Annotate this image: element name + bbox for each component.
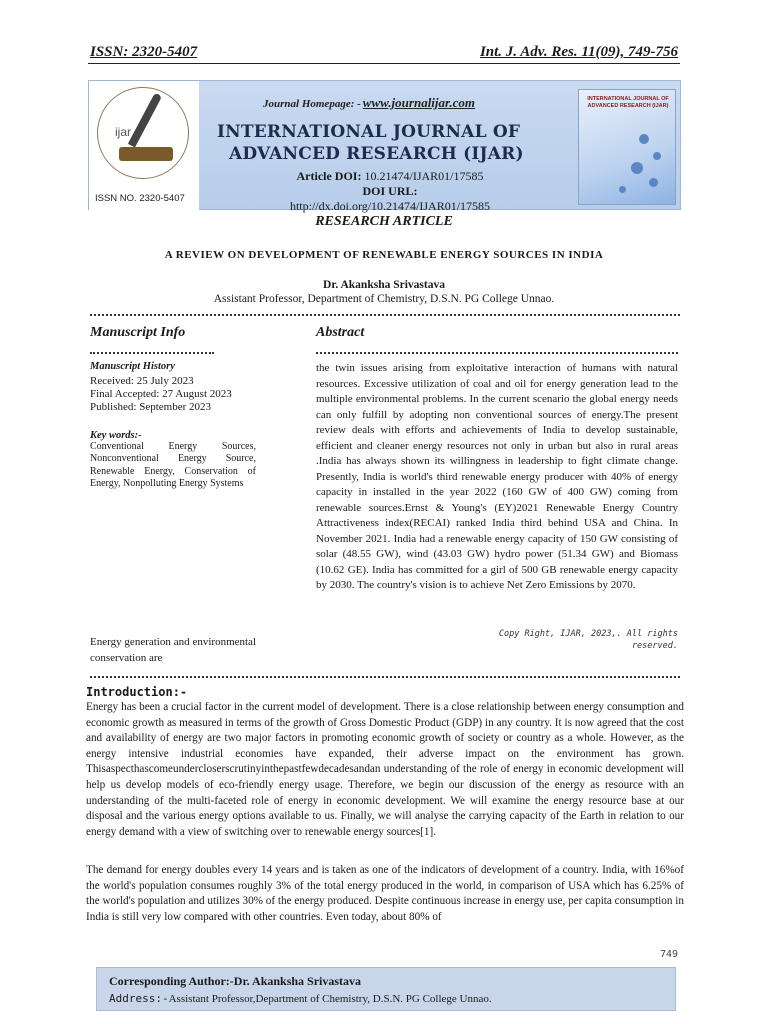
keywords-title: Key words:- xyxy=(90,430,142,441)
manuscript-history-title: Manuscript History xyxy=(90,361,175,372)
molecule-icon xyxy=(619,186,626,193)
molecule-icon xyxy=(649,178,658,187)
author-name: Dr. Akanksha Srivastava xyxy=(323,279,445,291)
running-header xyxy=(88,44,680,64)
divider xyxy=(90,674,680,678)
copyright: Copy Right, IJAR, 2023,. All rights reserved. xyxy=(498,629,678,651)
divider xyxy=(90,350,214,354)
molecule-icon xyxy=(653,152,661,160)
author-address xyxy=(109,992,492,1005)
received-date: Received: 25 July 2023 xyxy=(90,375,194,387)
header-issn: ISSN: 2320-5407 xyxy=(90,44,198,60)
logo-issn: ISSN NO. 2320-5407 xyxy=(95,193,185,204)
homepage-label: Journal Homepage: - xyxy=(263,98,361,110)
logo-circle-icon xyxy=(97,87,189,179)
article-title: A REVIEW ON DEVELOPMENT OF RENEWABLE ENERGY SOURCES IN INDIA xyxy=(164,249,604,261)
author-affiliation: Assistant Professor, Department of Chemistry, D.S.N. PG College Unnao. xyxy=(213,293,555,305)
divider xyxy=(316,350,678,354)
cover-title: INTERNATIONAL JOURNAL OF ADVANCED RESEARCH (IJAR) xyxy=(587,96,669,109)
doi-label: Article DOI: xyxy=(296,169,362,183)
corresponding-author: Corresponding Author:-Dr. Akanksha Srivastava xyxy=(109,974,362,988)
keywords: Conventional Energy Sources, Nonconventional Energy Source, Renewable Energy, Conservation of Energy, Nonpolluting Energy Systems xyxy=(90,441,256,489)
page-number: 749 xyxy=(659,949,678,960)
header-citation: Int. J. Adv. Res. 11(09), 749-756 xyxy=(479,44,678,60)
doi-url-link[interactable]: http://dx.doi.org/10.21474/IJAR01/17585 xyxy=(289,199,491,213)
divider xyxy=(90,312,680,316)
manuscript-info-heading: Manuscript Info xyxy=(90,325,186,340)
published-date: Published: September 2023 xyxy=(90,401,211,413)
molecule-icon xyxy=(631,162,643,174)
journal-homepage xyxy=(263,95,475,111)
journal-banner xyxy=(88,80,681,213)
abstract-start: Energy generation and environmental conservation are xyxy=(90,636,256,664)
address-label: Address:- xyxy=(109,992,169,1005)
logo-text: ijar xyxy=(115,125,132,139)
doi-url-label: DOI URL: xyxy=(362,184,418,198)
journal-title-line2: ADVANCED RESEARCH (IJAR) xyxy=(229,144,524,164)
journal-cover-image xyxy=(578,89,676,205)
intro-paragraph-2: The demand for energy doubles every 14 years and is taken as one of the indicators of development of a country. India, with 16%of the world's population consumes roughly 3% of the total energy produced in the world, in comparison of USA which has 6.25% of the world's population and utilizes 30% of the energy produced. Despite continuous increase in energy use, per capita consumption in India is still very low compared with other countries. Even today, about 80% of xyxy=(86,864,684,923)
homepage-link[interactable]: www.journalijar.com xyxy=(362,95,476,110)
molecule-icon xyxy=(639,134,649,144)
accepted-date: Final Accepted: 27 August 2023 xyxy=(90,388,232,400)
introduction-heading: Introduction:- xyxy=(86,685,188,699)
journal-logo xyxy=(89,81,199,211)
article-type: RESEARCH ARTICLE xyxy=(315,214,453,229)
abstract-body: the twin issues arising from exploitative interaction of humans with natural resources. Excessive utilization of coal and oil for energy generation lead to the multiple environmental problems. In the current scenario the global energy needs can only fulfill by adopting non conventional sources of energy.The present review deals with efforts and achievements of India to develop sustainable, efficient and cleaner energy resources not only in urban but also in rural areas .India has always shown its willingness in leadership to fight climate change. Presently, India is world's third renewable energy producer with 40% of energy capacity in installed in the year 2022 (160 GW of 400 GW) coming from renewable sources.Ernst & Young's (EY)2021 Renewable Energy Country Attractiveness index(RECAI) ranked India third behind USA and China. In November 2021. India had a renewable energy capacity of 150 GW consisting of solar (48.55 GW), wind (43.03 GW) hydro power (51.34 GW) and Biomass (10.62 GE). India has committed for a girl of 500 GB renewable energy capacity by 2030. The country's vision is to achieve Net Zero Emissions by 2070. xyxy=(316,362,678,591)
intro-paragraph-1: Energy has been a crucial factor in the current model of development. There is a close relationship between energy consumption and economic growth as measured in terms of the growth of Gross Domestic Product (GDP) in any country. It is now agreed that the cost and availability of energy are two major factors in promoting economic growth of society or country as a whole. However, as the energy intensive industrial economies have expanded, their adverse impact on the environment has grown. Thisaspecthascomeundercloserscrutinyinthepastfewdecadesandan understanding of the role of energy in economic development will help us develop models of eco-friendly energy usage. Therefore, we begin our discussion of the energy as resource with an understanding of the multi-faceted role of energy in economic development. We will examine the energy resource base at our disposal and the various energy options available to us. Finally, we will analyse the carrying capacity of the Earth in relation to our energy demand with a view of switching over to renewable energy sources[1]. xyxy=(86,701,684,838)
journal-title xyxy=(217,121,567,165)
abstract-heading: Abstract xyxy=(316,325,365,340)
address-value: Assistant Professor,Department of Chemistry, D.S.N. PG College Unnao. xyxy=(168,993,492,1005)
doi-block xyxy=(265,169,515,214)
doi-value: 10.21474/IJAR01/17585 xyxy=(364,169,484,183)
book-icon xyxy=(119,147,173,161)
journal-title-line1: INTERNATIONAL JOURNAL OF xyxy=(217,122,521,142)
corresponding-author-box xyxy=(96,967,676,1011)
